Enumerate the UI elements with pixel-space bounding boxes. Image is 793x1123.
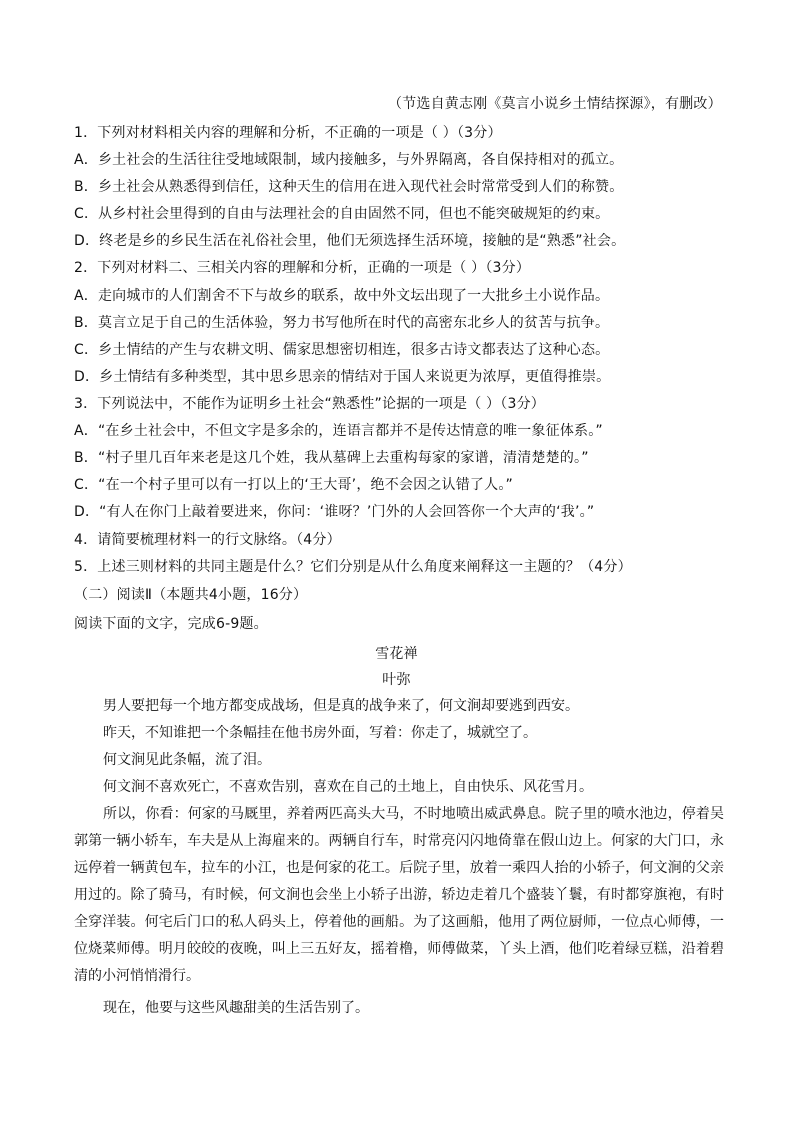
reading-instruction: 阅读下面的文字，完成6-9题。 <box>74 616 268 632</box>
story-paragraph-3: 何文涧见此条幅，流了泪。 <box>103 752 271 768</box>
story-author: 叶弥 <box>382 672 411 688</box>
question-3-option-b: B．“村子里几百年来老是这几个姓，我从墓碑上去重构每家的家谱，清清楚楚的。” <box>74 450 589 466</box>
question-4-stem: 4．请简要梳理材料一的行文脉络。（4分） <box>74 532 341 548</box>
question-5-stem: 5．上述三则材料的共同主题是什么？它们分别是从什么角度来阐释这一主题的？（4分） <box>74 559 632 575</box>
section-heading: （二）阅读Ⅱ（本题共4小题，16分） <box>74 587 308 603</box>
question-1-option-b: B．乡土社会从熟悉得到信任，这种天生的信用在进入现代社会时常常受到人们的称赞。 <box>74 179 624 195</box>
question-3-option-a: A．“在乡土社会中，不但文字是多余的，连语言都并不是传达情意的唯一象征体系。” <box>74 423 603 439</box>
question-2-stem: 2．下列对材料二、三相关内容的理解和分析，正确的一项是（ ）（3分） <box>74 260 531 276</box>
story-paragraph-2: 昨天，不知谁把一个条幅挂在他书房外面，写着：你走了，城就空了。 <box>103 725 537 741</box>
question-3-option-d: D．“有人在你门上敲着要进来，你问：‘谁呀？’门外的人会回答你一个大声的‘我’。” <box>74 504 595 520</box>
question-3-option-c: C．“在一个村子里可以有一打以上的‘王大哥’，绝不会因之认错了人。” <box>74 477 513 493</box>
question-1-stem: 1．下列对材料相关内容的理解和分析，不正确的一项是（ ）（3分） <box>74 125 502 141</box>
story-paragraph-1: 男人要把每一个地方都变成战场，但是真的战争来了，何文涧却要逃到西安。 <box>103 698 579 714</box>
story-paragraph-4: 何文涧不喜欢死亡，不喜欢告别，喜欢在自己的土地上，自由快乐、风花雪月。 <box>103 779 593 795</box>
question-1-option-c: C．从乡村社会里得到的自由与法理社会的自由固然不同，但也不能突破规矩的约束。 <box>74 206 610 222</box>
story-title: 雪花禅 <box>375 646 418 662</box>
question-2-option-a: A．走向城市的人们割舍不下与故乡的联系，故中外文坛出现了一大批乡土小说作品。 <box>74 288 610 304</box>
question-1-option-a: A．乡土社会的生活往往受地域限制，域内接触多，与外界隔离，各自保持相对的孤立。 <box>74 152 624 168</box>
question-2-option-c: C．乡土情结的产生与农耕文明、儒家思想密切相连，很多古诗文都表达了这种心态。 <box>74 342 610 358</box>
question-1-option-d: D．终老是乡的乡民生活在礼俗社会里，他们无须选择生活环境，接触的是“熟悉”社会。 <box>74 233 626 249</box>
story-paragraph-5: 所以，你看：何家的马厩里，养着两匹高头大马，不时地喷出威武鼻息。院子里的喷水池边，停着吴郭第一辆小轿车，车夫是从上海雇来的。两辆自行车，时常亮闪闪地倚靠在假山边上。何家的大门口，永远停着一辆黄包车，拉车的小江，也是何家的花工。后院子里，放着一乘四人抬的小轿子，何文涧的父亲用过的。除了骑马，有时候，何文涧也会坐上小轿子出游，轿边走着几个盛装丫鬟，有时都穿旗袍，有时全穿洋装。何宅后门口的私人码头上，停着他的画船。为了这画船，他用了两位厨师，一位点心师傅，一位烧菜师傅。明月皎皎的夜晚，叫上三五好友，摇着橹，师傅做菜，丫头上酒，他们吃着绿豆糕，沿着碧清的小河悄悄滑行。 <box>74 806 724 984</box>
question-3-stem: 3．下列说法中，不能作为证明乡土社会“熟悉性”论据的一项是（ ）（3分） <box>74 396 545 412</box>
question-2-option-d: D．乡土情结有多种类型，其中思乡思亲的情结对于国人来说更为浓厚，更值得推崇。 <box>74 369 611 385</box>
question-2-option-b: B．莫言立足于自己的生活体验，努力书写他所在时代的高密东北乡人的贫苦与抗争。 <box>74 315 610 331</box>
source-note: （节选自黄志刚《莫言小说乡土情结探源》，有删改） <box>388 96 722 112</box>
story-paragraph-6: 现在，他要与这些风趣甜美的生活告别了。 <box>103 1000 369 1016</box>
